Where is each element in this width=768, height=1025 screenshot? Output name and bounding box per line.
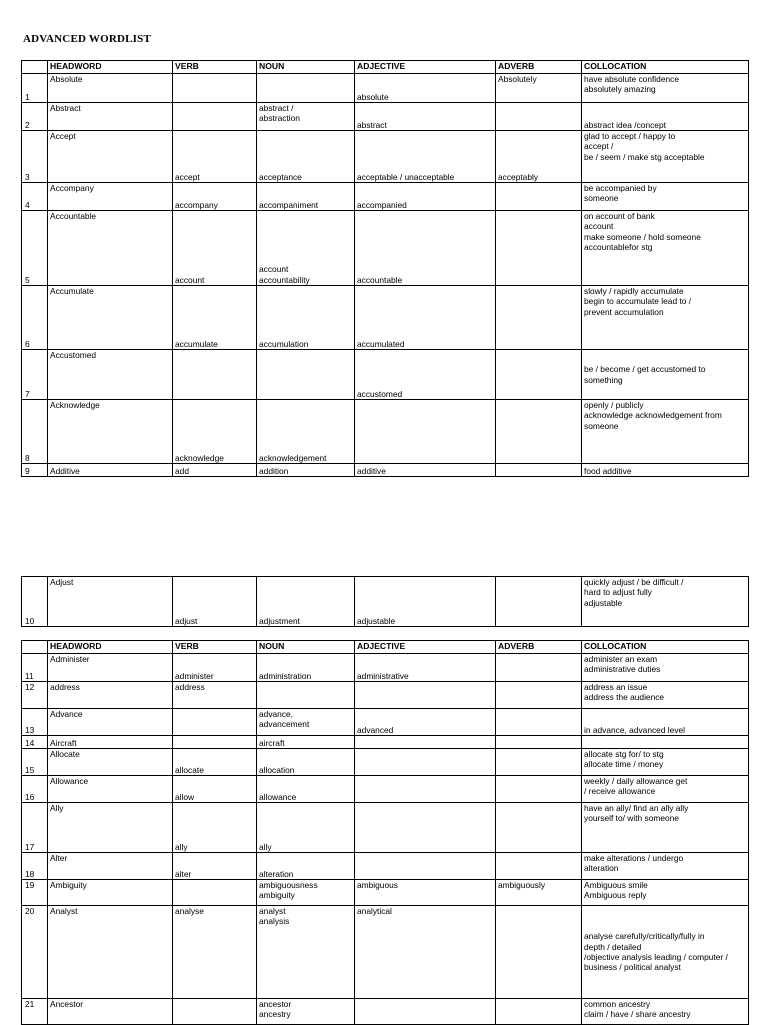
noun-cell: acknowledgement <box>257 400 355 464</box>
row-number: 16 <box>22 776 48 803</box>
noun-cell: administration <box>257 654 355 682</box>
header-adjective: ADJECTIVE <box>355 641 496 654</box>
header-verb: VERB <box>173 641 257 654</box>
table-row <box>22 776 749 803</box>
noun-cell: accumulation <box>257 286 355 350</box>
header-noun: NOUN <box>257 641 355 654</box>
headword-cell: Aircraft <box>48 736 173 749</box>
headword-cell: Allocate <box>48 749 173 776</box>
row-number: 4 <box>22 183 48 211</box>
row-number: 7 <box>22 350 48 400</box>
adverb-cell <box>496 999 582 1025</box>
header-row <box>22 61 749 74</box>
table-row <box>22 74 749 103</box>
adverb-cell <box>496 776 582 803</box>
adjective-cell: acceptable / unacceptable <box>355 131 496 183</box>
headword-cell: Accustomed <box>48 350 173 400</box>
collocation-cell: quickly adjust / be difficult / hard to adjust fully adjustable <box>582 577 749 627</box>
table-row <box>22 131 749 183</box>
table-row <box>22 654 749 682</box>
adjective-cell: accountable <box>355 211 496 286</box>
collocation-cell: weekly / daily allowance get / receive allowance <box>582 776 749 803</box>
table-row <box>22 682 749 709</box>
noun-cell: abstract / abstraction <box>257 103 355 131</box>
adjective-cell: advanced <box>355 709 496 736</box>
table-row <box>22 183 749 211</box>
adverb-cell <box>496 183 582 211</box>
adverb-cell <box>496 682 582 709</box>
headword-cell: Alter <box>48 853 173 880</box>
noun-cell <box>257 682 355 709</box>
verb-cell <box>173 350 257 400</box>
adjective-cell: adjustable <box>355 577 496 627</box>
verb-cell: allow <box>173 776 257 803</box>
wordlist-table-2 <box>21 576 749 627</box>
noun-cell: accompaniment <box>257 183 355 211</box>
verb-cell: address <box>173 682 257 709</box>
table-row <box>22 577 749 627</box>
headword-cell: Ancestor <box>48 999 173 1025</box>
verb-cell <box>173 736 257 749</box>
collocation-cell: be / become / get accustomed to something <box>582 350 749 400</box>
wordlist-table-3 <box>21 640 749 1025</box>
wordlist-table-1 <box>21 60 749 477</box>
header-num <box>22 61 48 74</box>
verb-cell <box>173 709 257 736</box>
headword-cell: Administer <box>48 654 173 682</box>
adverb-cell <box>496 400 582 464</box>
adjective-cell <box>355 736 496 749</box>
adverb-cell <box>496 853 582 880</box>
collocation-cell: Ambiguous smile Ambiguous reply <box>582 880 749 906</box>
adverb-cell <box>496 749 582 776</box>
noun-cell: aircraft <box>257 736 355 749</box>
row-number: 14 <box>22 736 48 749</box>
verb-cell: accumulate <box>173 286 257 350</box>
verb-cell <box>173 880 257 906</box>
table-row <box>22 736 749 749</box>
adjective-cell: administrative <box>355 654 496 682</box>
row-number: 15 <box>22 749 48 776</box>
collocation-cell: on account of bank account make someone / hold someone accountablefor stg <box>582 211 749 286</box>
header-collocation: COLLOCATION <box>582 641 749 654</box>
row-number: 8 <box>22 400 48 464</box>
adverb-cell <box>496 654 582 682</box>
noun-cell: allowance <box>257 776 355 803</box>
noun-cell: adjustment <box>257 577 355 627</box>
header-adverb: ADVERB <box>496 641 582 654</box>
headword-cell: Accept <box>48 131 173 183</box>
adverb-cell <box>496 906 582 999</box>
adverb-cell: acceptably <box>496 131 582 183</box>
row-number: 5 <box>22 211 48 286</box>
collocation-cell: allocate stg for/ to stg allocate time / money <box>582 749 749 776</box>
row-number: 9 <box>22 464 48 477</box>
row-number: 19 <box>22 880 48 906</box>
header-headword: HEADWORD <box>48 641 173 654</box>
adverb-cell: ambiguously <box>496 880 582 906</box>
adverb-cell <box>496 709 582 736</box>
header-verb: VERB <box>173 61 257 74</box>
adjective-cell <box>355 682 496 709</box>
noun-cell: ancestor ancestry <box>257 999 355 1025</box>
headword-cell: Acknowledge <box>48 400 173 464</box>
headword-cell: Advance <box>48 709 173 736</box>
adverb-cell <box>496 577 582 627</box>
table-row <box>22 880 749 906</box>
table-row <box>22 464 749 477</box>
collocation-cell: have absolute confidence absolutely amazing <box>582 74 749 103</box>
header-headword: HEADWORD <box>48 61 173 74</box>
verb-cell: administer <box>173 654 257 682</box>
table-row <box>22 350 749 400</box>
collocation-cell: slowly / rapidly accumulate begin to accumulate lead to / prevent accumulation <box>582 286 749 350</box>
table-row <box>22 286 749 350</box>
header-noun: NOUN <box>257 61 355 74</box>
verb-cell: accept <box>173 131 257 183</box>
headword-cell: Allowance <box>48 776 173 803</box>
collocation-cell: glad to accept / happy to accept / be / seem / make stg acceptable <box>582 131 749 183</box>
row-number: 17 <box>22 803 48 853</box>
adjective-cell: accustomed <box>355 350 496 400</box>
headword-cell: Ambiguity <box>48 880 173 906</box>
collocation-cell: be accompanied by someone <box>582 183 749 211</box>
row-number: 21 <box>22 999 48 1025</box>
noun-cell: ally <box>257 803 355 853</box>
verb-cell: adjust <box>173 577 257 627</box>
adverb-cell <box>496 286 582 350</box>
row-number: 18 <box>22 853 48 880</box>
headword-cell: Accumulate <box>48 286 173 350</box>
table-row <box>22 803 749 853</box>
table-row <box>22 400 749 464</box>
row-number: 1 <box>22 74 48 103</box>
collocation-cell: administer an exam administrative duties <box>582 654 749 682</box>
table-row <box>22 709 749 736</box>
noun-cell <box>257 350 355 400</box>
adjective-cell <box>355 400 496 464</box>
adverb-cell <box>496 211 582 286</box>
row-number: 6 <box>22 286 48 350</box>
collocation-cell: make alterations / undergo alteration <box>582 853 749 880</box>
adjective-cell <box>355 749 496 776</box>
adverb-cell <box>496 103 582 131</box>
noun-cell: advance, advancement <box>257 709 355 736</box>
adverb-cell <box>496 803 582 853</box>
headword-cell: Ally <box>48 803 173 853</box>
header-adjective: ADJECTIVE <box>355 61 496 74</box>
collocation-cell: food additive <box>582 464 749 477</box>
collocation-cell: abstract idea /concept <box>582 103 749 131</box>
noun-cell: account accountability <box>257 211 355 286</box>
headword-cell: Additive <box>48 464 173 477</box>
adverb-cell <box>496 350 582 400</box>
noun-cell: addition <box>257 464 355 477</box>
noun-cell <box>257 74 355 103</box>
collocation-cell: openly / publicly acknowledge acknowledgement from someone <box>582 400 749 464</box>
headword-cell: Absolute <box>48 74 173 103</box>
adjective-cell: ambiguous <box>355 880 496 906</box>
row-number: 3 <box>22 131 48 183</box>
table-row <box>22 999 749 1025</box>
row-number: 2 <box>22 103 48 131</box>
verb-cell: account <box>173 211 257 286</box>
adjective-cell: analytical <box>355 906 496 999</box>
adjective-cell: absolute <box>355 74 496 103</box>
adjective-cell: abstract <box>355 103 496 131</box>
headword-cell: Abstract <box>48 103 173 131</box>
headword-cell: Accountable <box>48 211 173 286</box>
noun-cell: ambiguousness ambiguity <box>257 880 355 906</box>
row-number: 13 <box>22 709 48 736</box>
verb-cell: accompany <box>173 183 257 211</box>
adjective-cell: additive <box>355 464 496 477</box>
adverb-cell <box>496 464 582 477</box>
verb-cell <box>173 74 257 103</box>
header-adverb: ADVERB <box>496 61 582 74</box>
verb-cell: add <box>173 464 257 477</box>
headword-cell: address <box>48 682 173 709</box>
row-number: 11 <box>22 654 48 682</box>
verb-cell: alter <box>173 853 257 880</box>
verb-cell <box>173 103 257 131</box>
adjective-cell: accompanied <box>355 183 496 211</box>
table-row <box>22 211 749 286</box>
adjective-cell <box>355 776 496 803</box>
table-row <box>22 749 749 776</box>
headword-cell: Analyst <box>48 906 173 999</box>
adjective-cell: accumulated <box>355 286 496 350</box>
row-number: 12 <box>22 682 48 709</box>
collocation-cell: analyse carefully/critically/fully in depth / detailed /objective analysis leading / computer / business / political analyst <box>582 906 749 999</box>
verb-cell: analyse <box>173 906 257 999</box>
row-number: 10 <box>22 577 48 627</box>
verb-cell: ally <box>173 803 257 853</box>
row-number: 20 <box>22 906 48 999</box>
table-row <box>22 906 749 999</box>
headword-cell: Accompany <box>48 183 173 211</box>
collocation-cell: address an issue address the audience <box>582 682 749 709</box>
header-num <box>22 641 48 654</box>
noun-cell: allocation <box>257 749 355 776</box>
collocation-cell: have an ally/ find an ally ally yourself to/ with someone <box>582 803 749 853</box>
adverb-cell: Absolutely <box>496 74 582 103</box>
noun-cell: acceptance <box>257 131 355 183</box>
adverb-cell <box>496 736 582 749</box>
header-row <box>22 641 749 654</box>
collocation-cell <box>582 736 749 749</box>
verb-cell: acknowledge <box>173 400 257 464</box>
noun-cell: analyst analysis <box>257 906 355 999</box>
verb-cell <box>173 999 257 1025</box>
verb-cell: allocate <box>173 749 257 776</box>
adjective-cell <box>355 999 496 1025</box>
noun-cell: alteration <box>257 853 355 880</box>
collocation-cell: in advance, advanced level <box>582 709 749 736</box>
headword-cell: Adjust <box>48 577 173 627</box>
adjective-cell <box>355 803 496 853</box>
header-collocation: COLLOCATION <box>582 61 749 74</box>
table-row <box>22 853 749 880</box>
page-title: ADVANCED WORDLIST <box>23 33 151 45</box>
table-row <box>22 103 749 131</box>
adjective-cell <box>355 853 496 880</box>
collocation-cell: common ancestry claim / have / share ancestry <box>582 999 749 1025</box>
